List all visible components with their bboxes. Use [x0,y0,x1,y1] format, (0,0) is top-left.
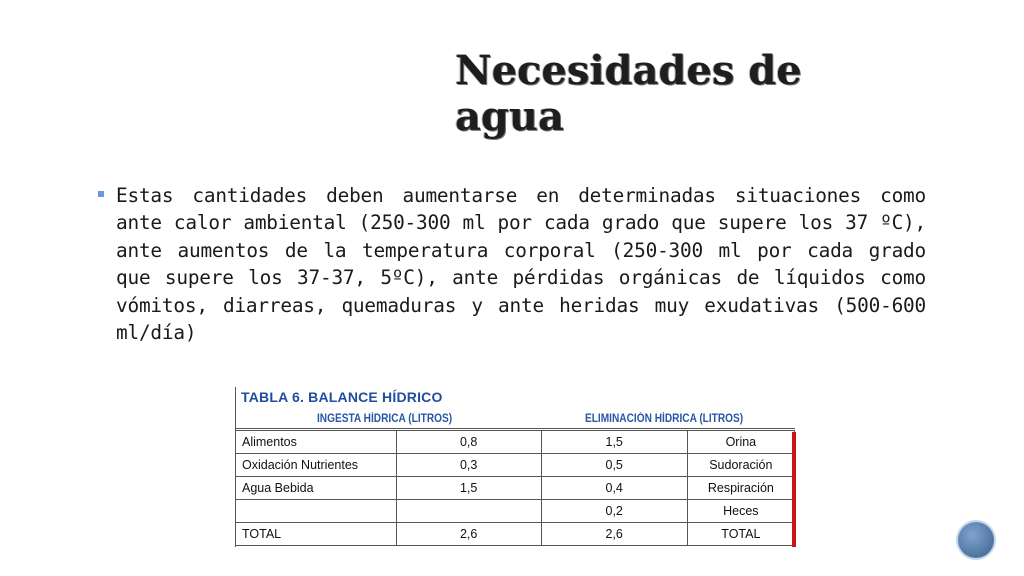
intake-label: TOTAL [236,523,397,546]
intake-label: Oxidación Nutrientes [236,454,397,477]
intake-value: 1,5 [396,477,541,500]
intake-value: 0,8 [396,431,541,454]
slide-title-line2: agua [455,93,564,140]
table-row [236,500,795,523]
water-balance-table-image [229,385,798,549]
header-divider [235,428,795,429]
elim-label: Heces [687,500,794,523]
table-red-edge [792,432,796,547]
elim-value: 0,5 [541,454,687,477]
intake-label [236,500,397,523]
header-intake: INGESTA HÍDRICA (LITROS) [317,413,453,425]
elim-label: Respiración [687,477,794,500]
intake-value: 0,3 [396,454,541,477]
intake-value: 2,6 [396,523,541,546]
elim-label: Sudoración [687,454,794,477]
balance-grid [235,430,795,546]
header-elimination: ELIMINACIÓN HÍDRICA (LITROS) [585,413,744,425]
elim-value: 0,4 [541,477,687,500]
intake-label: Agua Bebida [236,477,397,500]
elim-label: Orina [687,431,794,454]
bullet-square-icon [98,191,104,197]
elim-label: TOTAL [687,523,794,546]
elim-value: 1,5 [541,431,687,454]
table-row [236,454,795,477]
intake-label: Alimentos [236,431,397,454]
table-row [236,477,795,500]
slide-title [455,48,975,140]
table-row [236,431,795,454]
table-row-total [236,523,795,546]
slide-number-badge [958,522,994,558]
body-bullet [98,182,926,346]
intake-value [396,500,541,523]
slide-title-line1: Necesidades de [455,47,802,94]
table-title: TABLA 6. BALANCE HÍDRICO [241,389,443,405]
elim-value: 2,6 [541,523,687,546]
elim-value: 0,2 [541,500,687,523]
body-paragraph: Estas cantidades deben aumentarse en determinadas situaciones como ante calor ambiental (250-300 ml por cada grado que supere los 37 ºC), ante aumentos de la temperatura corporal (250-300 ml por cada grado que supere los 37-37, 5ºC), ante pérdidas orgánicas de líquidos como vómitos, diarreas, quemaduras y ante heridas muy exudativas (500-600 ml/día) [116,184,926,345]
